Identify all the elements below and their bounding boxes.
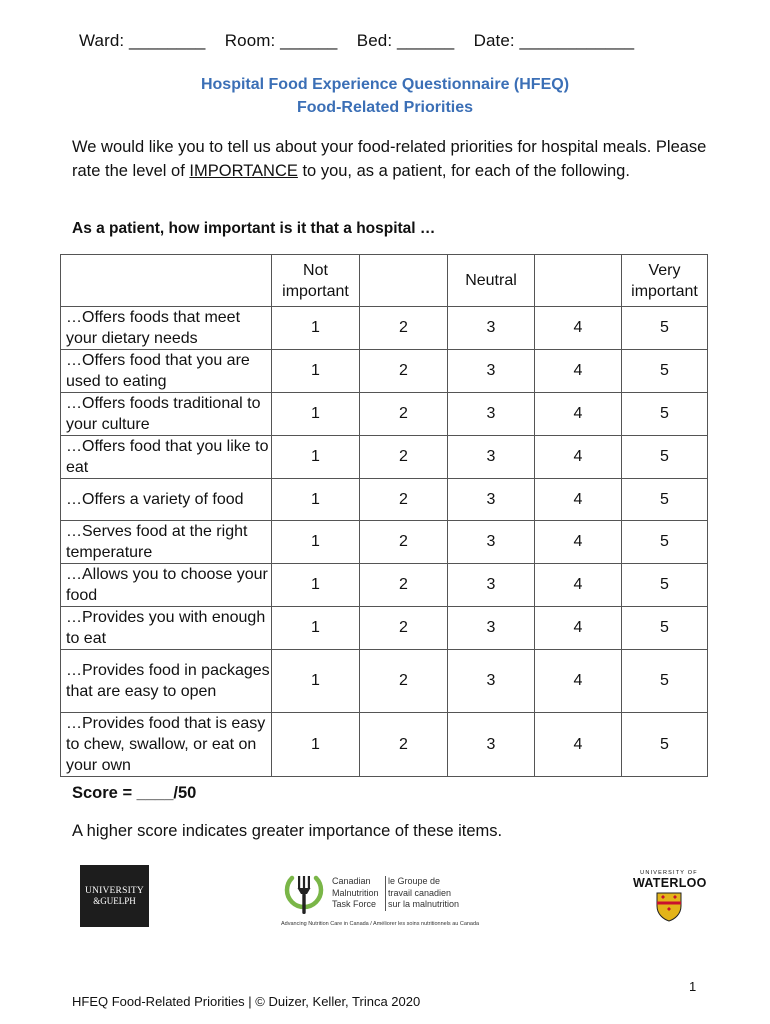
item-label: …Offers a variety of food (61, 479, 272, 521)
cmtf-fr-line: le Groupe de (388, 876, 441, 886)
rating-option-2[interactable]: 2 (360, 564, 448, 607)
rating-option-1[interactable]: 1 (272, 713, 360, 777)
waterloo-logo-wordmark: WATERLOO (633, 876, 707, 890)
table-row (61, 393, 708, 436)
header-scale-4 (535, 255, 622, 307)
table-row (61, 713, 708, 777)
intro-text-before: We would like you to tell us about your food-related priorities for hospital meals. Please rate the level of (72, 138, 707, 180)
rating-option-3[interactable]: 3 (448, 521, 535, 564)
table-row (61, 350, 708, 393)
rating-option-1[interactable]: 1 (272, 436, 360, 479)
item-label: …Provides food in packages that are easy to open (61, 650, 272, 713)
rating-option-3[interactable]: 3 (448, 479, 535, 521)
rating-option-4[interactable]: 4 (535, 607, 622, 650)
table-header-row (61, 255, 708, 307)
table-row (61, 564, 708, 607)
rating-option-1[interactable]: 1 (272, 479, 360, 521)
footer-text: HFEQ Food-Related Priorities | © Duizer, Keller, Trinca 2020 (72, 994, 421, 1009)
rating-option-4[interactable]: 4 (535, 479, 622, 521)
cmtf-fr-line: travail canadien (388, 887, 452, 898)
cmtf-english-name (332, 876, 386, 911)
rating-option-2[interactable]: 2 (360, 393, 448, 436)
rating-option-5[interactable]: 5 (622, 350, 708, 393)
rating-option-2[interactable]: 2 (360, 521, 448, 564)
rating-option-3[interactable]: 3 (448, 650, 535, 713)
cmtf-logo (281, 872, 480, 934)
header-scale-2 (360, 255, 448, 307)
rating-option-3[interactable]: 3 (448, 564, 535, 607)
page-number: 1 (689, 979, 697, 994)
rating-option-4[interactable]: 4 (535, 713, 622, 777)
rating-option-5[interactable]: 5 (622, 393, 708, 436)
rating-option-5[interactable]: 5 (622, 564, 708, 607)
table-row (61, 521, 708, 564)
header-not-important: Not important (272, 255, 360, 307)
rating-option-2[interactable]: 2 (360, 350, 448, 393)
cmtf-en-line: Malnutrition (332, 887, 379, 898)
table-row (61, 307, 708, 350)
rating-option-5[interactable]: 5 (622, 307, 708, 350)
cmtf-en-line: Task Force (332, 899, 377, 909)
item-label: …Offers food that you like to eat (61, 436, 272, 479)
rating-option-4[interactable]: 4 (535, 393, 622, 436)
university-of-guelph-logo (80, 865, 149, 927)
item-label: …Provides you with enough to eat (61, 607, 272, 650)
item-label: …Offers foods traditional to your culture (61, 393, 272, 436)
rating-option-3[interactable]: 3 (448, 307, 535, 350)
rating-option-5[interactable]: 5 (622, 607, 708, 650)
rating-table-body (61, 255, 708, 777)
document-title: Hospital Food Experience Questionnaire (HFEQ) (200, 76, 570, 93)
item-label: …Offers foods that meet your dietary needs (61, 307, 272, 350)
rating-option-4[interactable]: 4 (535, 307, 622, 350)
rating-option-4[interactable]: 4 (535, 436, 622, 479)
intro-emphasis: IMPORTANCE (189, 161, 298, 180)
rating-option-2[interactable]: 2 (360, 650, 448, 713)
cmtf-french-name (388, 876, 463, 911)
table-row (61, 479, 708, 521)
rating-option-1[interactable]: 1 (272, 564, 360, 607)
cmtf-tagline: Advancing Nutrition Care in Canada / Améliorer les soins nutritionnels au Canada (281, 921, 480, 927)
rating-option-4[interactable]: 4 (535, 521, 622, 564)
rating-option-4[interactable]: 4 (535, 564, 622, 607)
rating-option-3[interactable]: 3 (448, 350, 535, 393)
rating-table (60, 254, 708, 777)
score-line: Score = ____/50 (72, 784, 197, 802)
rating-option-2[interactable]: 2 (360, 713, 448, 777)
header-very-important: Very important (622, 255, 708, 307)
waterloo-logo-small-text: UNIVERSITY OF (640, 870, 698, 876)
rating-option-1[interactable]: 1 (272, 521, 360, 564)
item-label: …Offers food that you are used to eating (61, 350, 272, 393)
rating-option-3[interactable]: 3 (448, 713, 535, 777)
rating-option-1[interactable]: 1 (272, 393, 360, 436)
table-row (61, 607, 708, 650)
item-label: …Provides food that is easy to chew, swallow, or eat on your own (61, 713, 272, 777)
rating-option-1[interactable]: 1 (272, 607, 360, 650)
cmtf-en-line: Canadian (332, 876, 371, 886)
rating-option-5[interactable]: 5 (622, 650, 708, 713)
rating-option-5[interactable]: 5 (622, 521, 708, 564)
university-of-waterloo-logo (633, 870, 705, 930)
header-neutral: Neutral (448, 255, 535, 307)
rating-option-1[interactable]: 1 (272, 350, 360, 393)
rating-option-1[interactable]: 1 (272, 307, 360, 350)
document-subtitle: Food-Related Priorities (296, 99, 474, 116)
header-fields: Ward: ________ Room: ______ Bed: ______ Date: ____________ (79, 31, 635, 50)
rating-option-1[interactable]: 1 (272, 650, 360, 713)
rating-option-3[interactable]: 3 (448, 607, 535, 650)
item-label: …Allows you to choose your food (61, 564, 272, 607)
guelph-logo-line2: &GUELPH (93, 896, 136, 906)
score-note: A higher score indicates greater importance of these items. (72, 822, 503, 840)
rating-option-4[interactable]: 4 (535, 650, 622, 713)
rating-option-3[interactable]: 3 (448, 393, 535, 436)
rating-option-2[interactable]: 2 (360, 436, 448, 479)
guelph-logo-line1: UNIVERSITY (85, 886, 144, 896)
rating-option-5[interactable]: 5 (622, 713, 708, 777)
fork-icon (281, 872, 327, 918)
question-prompt: As a patient, how important is it that a hospital … (72, 220, 436, 237)
intro-paragraph (72, 136, 712, 183)
header-blank-cell (61, 255, 272, 307)
rating-option-2[interactable]: 2 (360, 307, 448, 350)
rating-option-2[interactable]: 2 (360, 479, 448, 521)
item-label: …Serves food at the right temperature (61, 521, 272, 564)
rating-option-3[interactable]: 3 (448, 436, 535, 479)
rating-option-5[interactable]: 5 (622, 436, 708, 479)
table-row (61, 650, 708, 713)
rating-option-4[interactable]: 4 (535, 350, 622, 393)
table-row (61, 436, 708, 479)
rating-option-2[interactable]: 2 (360, 607, 448, 650)
crest-icon (656, 892, 682, 922)
rating-option-5[interactable]: 5 (622, 479, 708, 521)
cmtf-fr-line: sur la malnutrition (388, 899, 460, 909)
intro-text-after: to you, as a patient, for each of the following. (297, 161, 630, 180)
